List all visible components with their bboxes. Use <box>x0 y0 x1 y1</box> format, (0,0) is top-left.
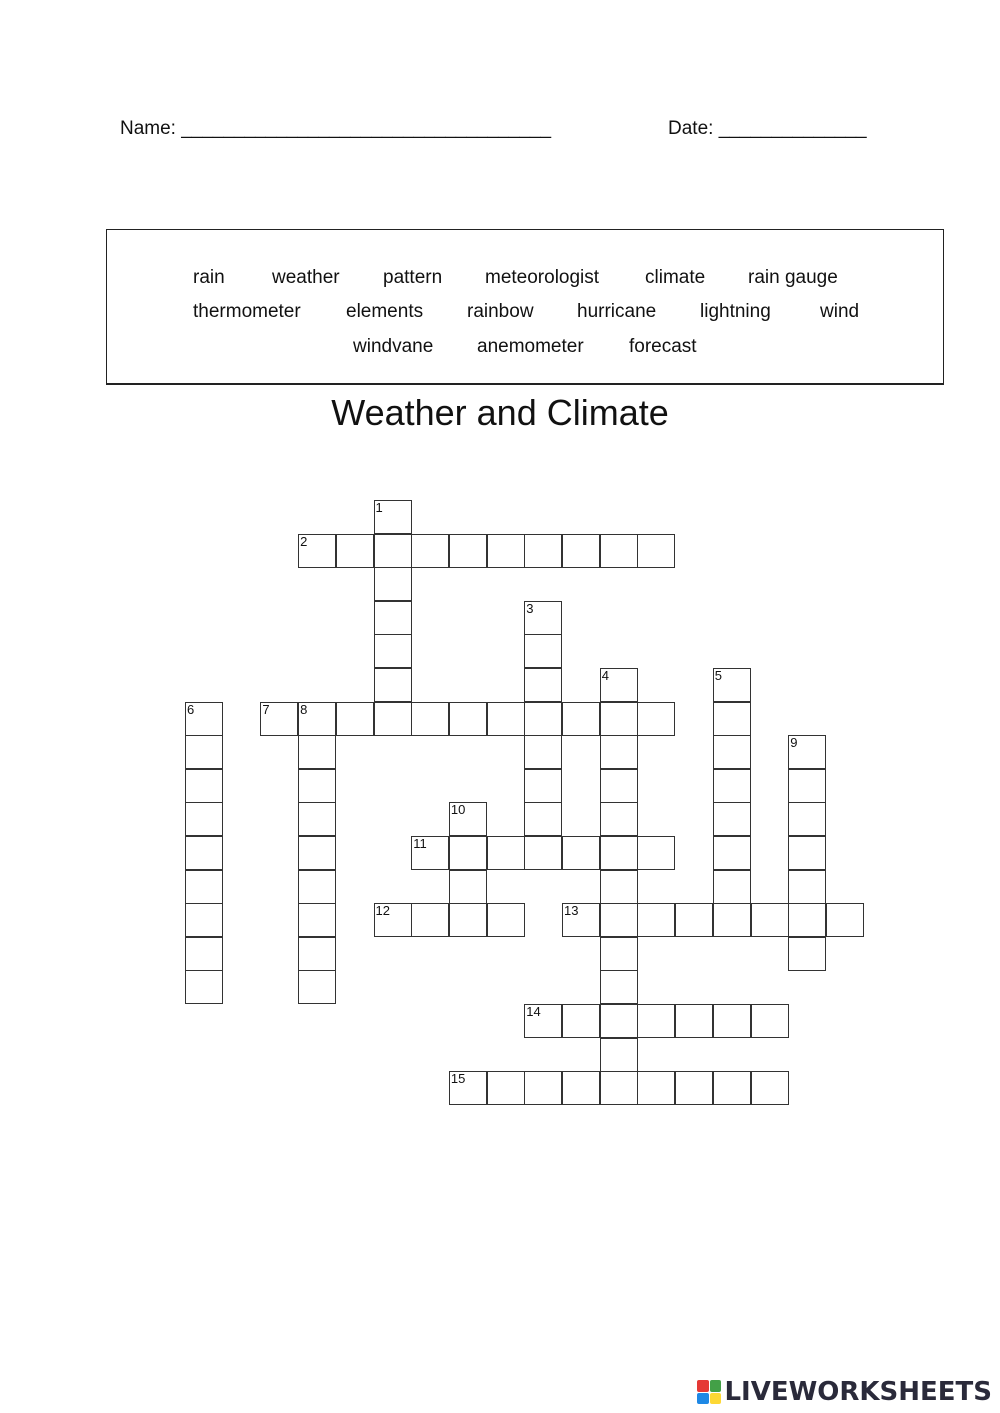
crossword-cell[interactable] <box>675 1071 713 1105</box>
clue-number: 1 <box>375 500 383 515</box>
word-bank-word: climate <box>645 267 706 288</box>
crossword-cell[interactable] <box>524 802 562 836</box>
crossword-cell[interactable] <box>298 937 336 971</box>
crossword-cell[interactable] <box>637 1071 675 1105</box>
crossword-cell[interactable] <box>449 1071 487 1105</box>
crossword-cell[interactable] <box>374 668 412 702</box>
crossword-cell[interactable] <box>637 534 675 568</box>
crossword-cell[interactable] <box>788 870 826 904</box>
crossword-cell[interactable] <box>298 702 336 736</box>
crossword-cell[interactable] <box>487 534 525 568</box>
logo-text: LIVEWORKSHEETS <box>724 1377 992 1407</box>
crossword-cell[interactable] <box>600 1004 638 1038</box>
crossword-cell[interactable] <box>675 903 713 937</box>
crossword-cell[interactable] <box>185 735 223 769</box>
crossword-cell[interactable] <box>374 903 412 937</box>
word-bank-word: anemometer <box>477 336 584 357</box>
date-field[interactable]: Date: ______________ <box>668 118 867 139</box>
crossword-cell[interactable] <box>524 534 562 568</box>
crossword-cell[interactable] <box>487 1071 525 1105</box>
crossword-cell[interactable] <box>713 903 751 937</box>
name-field[interactable]: Name: ___________________________________ <box>120 118 552 139</box>
crossword-cell[interactable] <box>487 836 525 870</box>
logo-square <box>710 1393 722 1405</box>
crossword-cell[interactable] <box>298 802 336 836</box>
clue-number: 11 <box>413 836 427 851</box>
crossword-cell[interactable] <box>411 702 449 736</box>
word-bank-word: elements <box>346 301 424 322</box>
crossword-cell[interactable] <box>637 836 675 870</box>
crossword-cell[interactable] <box>374 567 412 601</box>
crossword-cell[interactable] <box>298 735 336 769</box>
crossword-cell[interactable] <box>411 836 449 870</box>
crossword-cell[interactable] <box>374 601 412 635</box>
crossword-cell[interactable] <box>562 1004 600 1038</box>
crossword-cell[interactable] <box>524 769 562 803</box>
crossword-cell[interactable] <box>751 1004 789 1038</box>
clue-number: 7 <box>262 701 270 717</box>
word-bank-word: rain gauge <box>748 267 838 288</box>
crossword-cell[interactable] <box>487 702 525 736</box>
word-bank-word: windvane <box>353 336 434 357</box>
crossword-cell[interactable] <box>637 903 675 937</box>
crossword-cell[interactable] <box>675 1004 713 1038</box>
crossword-cell[interactable] <box>600 769 638 803</box>
liveworksheets-logo <box>697 1377 992 1407</box>
crossword-cell[interactable] <box>713 1071 751 1105</box>
crossword-cell[interactable] <box>524 836 562 870</box>
worksheet-title: Weather and Climate <box>331 392 669 433</box>
crossword-cell[interactable] <box>449 903 487 937</box>
crossword-cell[interactable] <box>600 668 638 702</box>
crossword-cell[interactable] <box>637 702 675 736</box>
clue-number: 9 <box>790 735 798 751</box>
crossword-cell[interactable] <box>788 802 826 836</box>
clue-number: 4 <box>601 668 609 683</box>
crossword-cell[interactable] <box>751 1071 789 1105</box>
crossword-cell[interactable] <box>713 836 751 870</box>
crossword-cell[interactable] <box>562 702 600 736</box>
crossword-cell[interactable] <box>713 1004 751 1038</box>
crossword-cell[interactable] <box>374 702 412 736</box>
word-bank-word: rain <box>193 267 225 288</box>
clue-number: 10 <box>450 802 466 818</box>
crossword-cell[interactable] <box>788 937 826 971</box>
crossword-cell[interactable] <box>600 836 638 870</box>
crossword-cell[interactable] <box>336 702 374 736</box>
crossword-cell[interactable] <box>487 903 525 937</box>
logo-square <box>710 1380 722 1392</box>
crossword-cell[interactable] <box>600 802 638 836</box>
crossword-cell[interactable] <box>713 668 751 702</box>
word-bank-word: pattern <box>383 267 443 288</box>
crossword-cell[interactable] <box>449 836 487 870</box>
crossword-cell[interactable] <box>449 870 487 904</box>
crossword-cell[interactable] <box>788 836 826 870</box>
crossword-cell[interactable] <box>788 903 826 937</box>
clue-number: 8 <box>300 701 308 717</box>
clue-number: 14 <box>526 1004 541 1019</box>
crossword-cell[interactable] <box>336 534 374 568</box>
crossword-cell[interactable] <box>713 702 751 736</box>
crossword-cell[interactable] <box>185 769 223 803</box>
crossword-cell[interactable] <box>449 534 487 568</box>
crossword-cell[interactable] <box>600 970 638 1004</box>
clue-number: 3 <box>526 600 534 616</box>
word-bank-word: wind <box>820 301 860 322</box>
crossword-cell[interactable] <box>713 735 751 769</box>
crossword-cell[interactable] <box>185 937 223 971</box>
crossword-cell[interactable] <box>374 634 412 668</box>
crossword-cell[interactable] <box>600 735 638 769</box>
crossword-cell[interactable] <box>298 970 336 1004</box>
crossword-cell[interactable] <box>524 735 562 769</box>
crossword-cell[interactable] <box>788 735 826 769</box>
crossword-cell[interactable] <box>826 903 864 937</box>
crossword-cell[interactable] <box>562 903 600 937</box>
crossword-cell[interactable] <box>524 634 562 668</box>
crossword-cell[interactable] <box>449 702 487 736</box>
crossword-cell[interactable] <box>298 769 336 803</box>
word-bank-word: weather <box>272 267 340 288</box>
clue-number: 13 <box>564 903 579 919</box>
crossword-cell[interactable] <box>260 702 298 736</box>
crossword-cell[interactable] <box>562 534 600 568</box>
logo-square <box>697 1393 709 1405</box>
clue-number: 6 <box>187 701 195 717</box>
word-bank-word: rainbow <box>467 301 534 322</box>
word-bank-word: hurricane <box>577 301 657 322</box>
crossword-cell[interactable] <box>411 534 449 568</box>
crossword-cell[interactable] <box>185 802 223 836</box>
crossword-cell[interactable] <box>524 1071 562 1105</box>
crossword-cell[interactable] <box>600 534 638 568</box>
crossword-cell[interactable] <box>600 903 638 937</box>
word-bank-word: lightning <box>700 301 771 322</box>
clue-number: 15 <box>450 1071 466 1087</box>
crossword-cell[interactable] <box>600 702 638 736</box>
crossword-cell[interactable] <box>185 702 223 736</box>
word-bank-word: thermometer <box>193 301 301 322</box>
crossword-cell[interactable] <box>374 534 412 568</box>
crossword-cell[interactable] <box>298 836 336 870</box>
crossword-cell[interactable] <box>185 970 223 1004</box>
crossword-cell[interactable] <box>298 534 336 568</box>
crossword-cell[interactable] <box>298 870 336 904</box>
crossword-cell[interactable] <box>411 903 449 937</box>
crossword-cell[interactable] <box>449 802 487 836</box>
crossword-cell[interactable] <box>713 802 751 836</box>
crossword-cell[interactable] <box>600 870 638 904</box>
crossword-cell[interactable] <box>562 836 600 870</box>
crossword-cell[interactable] <box>298 903 336 937</box>
crossword-cell[interactable] <box>185 903 223 937</box>
crossword-cell[interactable] <box>562 1071 600 1105</box>
clue-number: 12 <box>375 903 390 919</box>
crossword-cell[interactable] <box>713 769 751 803</box>
crossword-cell[interactable] <box>600 1071 638 1105</box>
crossword-cell[interactable] <box>524 702 562 736</box>
crossword-cell[interactable] <box>524 668 562 702</box>
logo-icon <box>697 1380 721 1404</box>
crossword-cell[interactable] <box>524 601 562 635</box>
clue-number: 2 <box>300 533 308 549</box>
crossword-cell[interactable] <box>185 836 223 870</box>
word-bank-word: meteorologist <box>485 267 600 288</box>
crossword-cell[interactable] <box>374 500 412 534</box>
crossword-cell[interactable] <box>600 937 638 971</box>
crossword-cell[interactable] <box>637 1004 675 1038</box>
word-bank-word: forecast <box>629 336 697 357</box>
crossword-cell[interactable] <box>185 870 223 904</box>
crossword-cell[interactable] <box>788 769 826 803</box>
crossword-cell[interactable] <box>713 870 751 904</box>
crossword-cell[interactable] <box>600 1038 638 1072</box>
logo-square <box>697 1380 709 1392</box>
crossword-cell[interactable] <box>751 903 789 937</box>
crossword-cell[interactable] <box>524 1004 562 1038</box>
clue-number: 5 <box>714 668 723 683</box>
